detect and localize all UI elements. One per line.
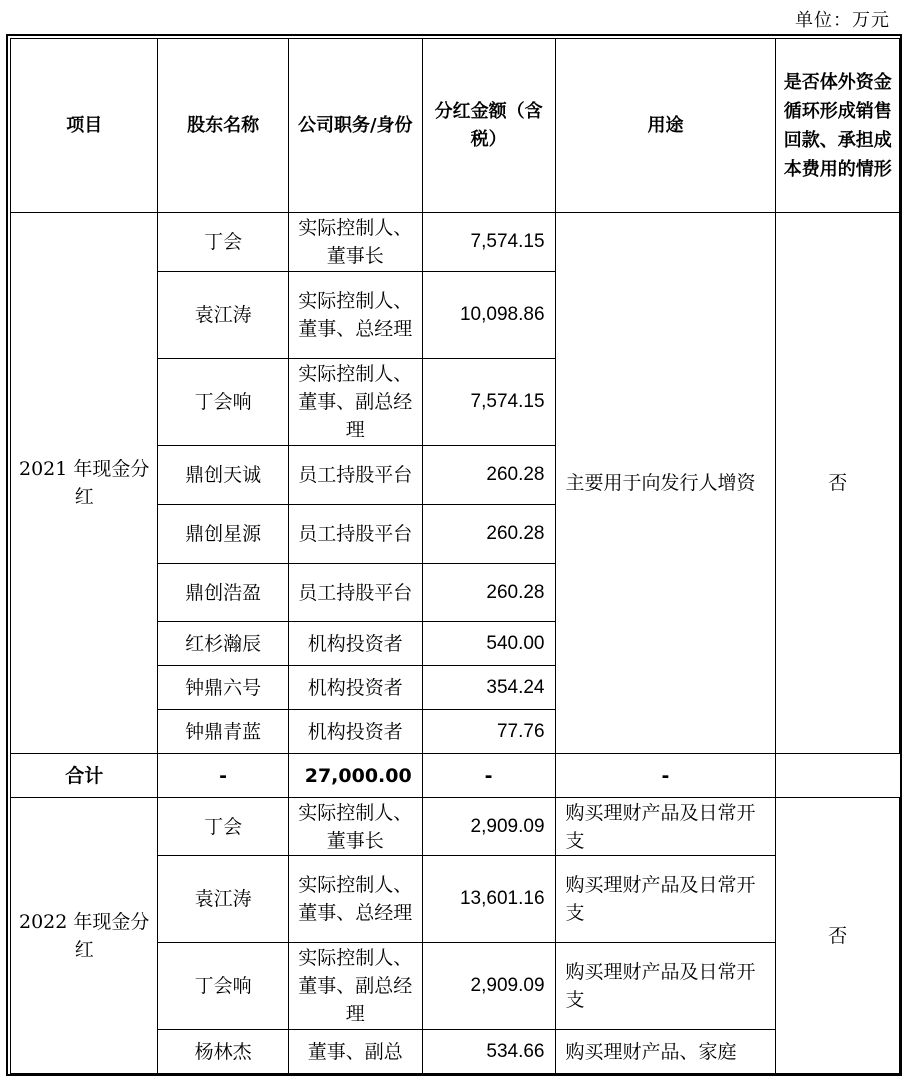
shareholder-name: 鼎创浩盈 <box>158 564 288 622</box>
shareholder-position: 实际控制人、董事长 <box>288 798 422 856</box>
dividend-table <box>10 38 900 1074</box>
dividend-amount: 77.76 <box>422 710 555 754</box>
shareholder-position: 机构投资者 <box>288 710 422 754</box>
dividend-amount: 260.28 <box>422 505 555 564</box>
table-row <box>11 798 900 856</box>
year-2021-use: 主要用于向发行人增资 <box>555 213 776 754</box>
shareholder-position: 董事、副总 <box>288 1030 422 1074</box>
dividend-amount: 354.24 <box>422 666 555 710</box>
shareholder-position: 实际控制人、董事、副总经理 <box>288 359 422 446</box>
total-risk: - <box>555 754 776 798</box>
shareholder-name: 袁江涛 <box>158 272 288 359</box>
shareholder-position: 实际控制人、董事长 <box>288 213 422 272</box>
dividend-amount: 7,574.15 <box>422 359 555 446</box>
header-position: 公司职务/身份 <box>288 39 422 213</box>
shareholder-name: 袁江涛 <box>158 856 288 943</box>
shareholder-name: 钟鼎青蓝 <box>158 710 288 754</box>
header-row <box>11 39 900 213</box>
header-item: 项目 <box>11 39 158 213</box>
year-2021-label: 2021 年现金分红 <box>11 213 158 754</box>
dividend-use: 购买理财产品、家庭 <box>555 1030 776 1074</box>
shareholder-name: 丁会 <box>158 213 288 272</box>
unit-label: 单位：万元 <box>795 10 890 31</box>
dividend-amount: 13,601.16 <box>422 856 555 943</box>
header-use: 用途 <box>555 39 776 213</box>
dividend-table-frame <box>6 34 902 1076</box>
shareholder-position: 机构投资者 <box>288 666 422 710</box>
dividend-amount: 2,909.09 <box>422 943 555 1030</box>
total-use: - <box>422 754 555 798</box>
year-2022-risk: 否 <box>776 798 900 1074</box>
shareholder-position: 员工持股平台 <box>288 564 422 622</box>
dividend-amount: 540.00 <box>422 622 555 666</box>
dividend-amount: 534.66 <box>422 1030 555 1074</box>
dividend-amount: 2,909.09 <box>422 798 555 856</box>
shareholder-name: 钟鼎六号 <box>158 666 288 710</box>
shareholder-name: 杨林杰 <box>158 1030 288 1074</box>
shareholder-name: 丁会响 <box>158 359 288 446</box>
header-amount: 分红金额（含税） <box>422 39 555 213</box>
total-amount: 27,000.00 <box>288 754 422 798</box>
shareholder-name: 红杉瀚辰 <box>158 622 288 666</box>
shareholder-position: 机构投资者 <box>288 622 422 666</box>
shareholder-position: 员工持股平台 <box>288 505 422 564</box>
total-label: 合计 <box>11 754 158 798</box>
dividend-use: 购买理财产品及日常开支 <box>555 943 776 1030</box>
shareholder-position: 实际控制人、董事、总经理 <box>288 272 422 359</box>
year-2022-label: 2022 年现金分红 <box>11 798 158 1074</box>
shareholder-name: 鼎创星源 <box>158 505 288 564</box>
table-row <box>11 213 900 272</box>
dividend-amount: 7,574.15 <box>422 213 555 272</box>
dividend-amount: 10,098.86 <box>422 272 555 359</box>
dividend-use: 购买理财产品及日常开支 <box>555 856 776 943</box>
total-row <box>11 754 900 798</box>
dividend-amount: 260.28 <box>422 564 555 622</box>
shareholder-position: 实际控制人、董事、总经理 <box>288 856 422 943</box>
dividend-use: 购买理财产品及日常开支 <box>555 798 776 856</box>
shareholder-name: 鼎创天诚 <box>158 446 288 505</box>
total-position: - <box>158 754 288 798</box>
year-2021-risk: 否 <box>776 213 900 754</box>
shareholder-position: 员工持股平台 <box>288 446 422 505</box>
shareholder-name: 丁会响 <box>158 943 288 1030</box>
shareholder-name: 丁会 <box>158 798 288 856</box>
shareholder-position: 实际控制人、董事、副总经理 <box>288 943 422 1030</box>
dividend-amount: 260.28 <box>422 446 555 505</box>
header-risk: 是否体外资金循环形成销售回款、承担成本费用的情形 <box>776 39 900 213</box>
header-shareholder: 股东名称 <box>158 39 288 213</box>
